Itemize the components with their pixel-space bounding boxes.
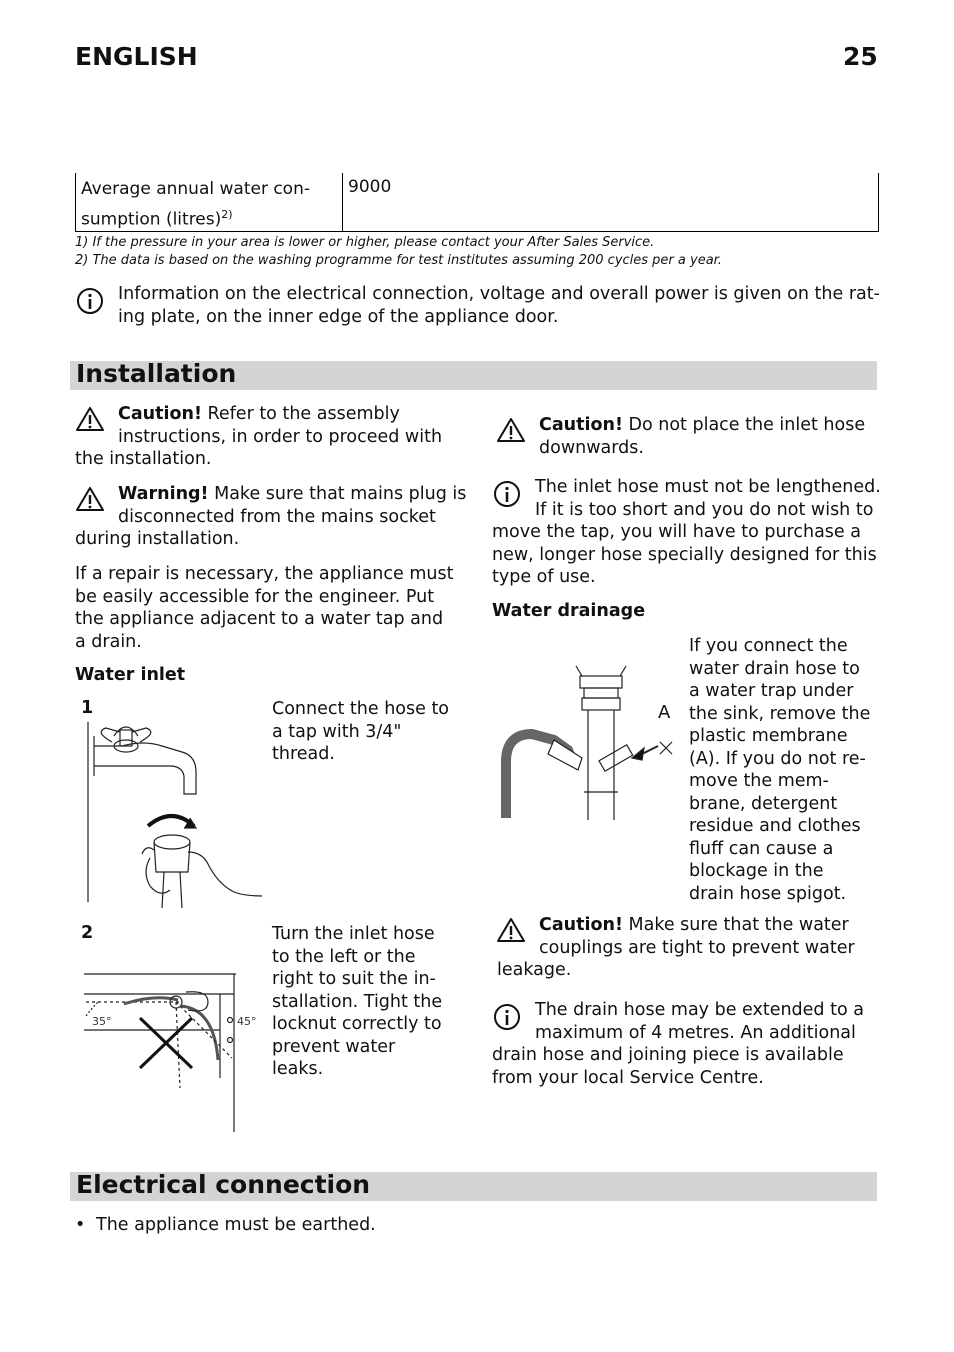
info-hose-line: If it is too short and you do not wish to [535,499,874,520]
info-hose-text [535,476,881,521]
caution-text: Refer to the assembly [201,404,400,424]
info-hose-line: type of use. [492,567,596,587]
step-1-line: thread. [272,744,335,764]
tap-connection-illustration [84,722,264,908]
warning-text: disconnected from the mains socket [118,506,436,527]
warning-mains [118,483,466,528]
spec-label-line1: Average annual water con- [81,179,310,199]
repair-paragraph [75,563,453,653]
installation-title: Installation [76,359,237,388]
spec-footnote-ref: 2) [221,208,233,221]
drainage-line: a water trap under [689,681,854,701]
installation-heading [70,361,877,390]
language-heading: ENGLISH [75,42,198,71]
caution-text: Do not place the inlet hose [622,415,866,435]
warning-text: Make sure that mains plug is [208,484,467,504]
spec-label-line2: sumption (litres) [81,209,222,230]
caution-text: couplings are tight to prevent water [539,937,855,958]
caution-label: Caution! [118,404,202,424]
info-hose-text-cont [492,521,877,589]
footnote-1: 1) If the pressure in your area is lower or higher, please contact your After Sales Service. [75,235,655,250]
warning-triangle-icon [75,486,105,512]
repair-line: the appliance adjacent to a water tap and [75,609,444,629]
repair-line: be easily accessible for the engineer. Put [75,586,435,607]
caution-label: Caution! [539,915,623,935]
electrical-heading [70,1172,877,1201]
drainage-line: drain hose spigot. [689,883,847,904]
info-drain-text-cont [492,1044,844,1089]
step-2-line: to the left or the [272,946,416,967]
hose-angle-illustration [84,968,264,1134]
drainage-line: blockage in the [689,861,824,881]
step-2-line: leaks. [272,1059,324,1079]
step-2-number: 2 [81,923,94,943]
caution-text: leakage. [497,960,572,980]
angle-left-label: 35° [92,1015,112,1028]
drainage-line: brane, detergent [689,793,838,814]
spec-table [75,173,879,232]
caution-couplings [539,914,855,959]
repair-line: a drain. [75,631,142,652]
step-2-line: prevent water [272,1036,396,1057]
info-icon [76,287,104,315]
drainage-line: If you connect the [689,636,848,656]
info-hose-line: move the tap, you will have to purchase a [492,522,861,542]
water-drainage-heading: Water drainage [492,601,646,621]
step-2-line: locknut correctly to [272,1014,442,1034]
drainage-line: residue and clothes [689,816,861,836]
footnote-2: 2) The data is based on the washing programme for test institutes assuming 200 cycles per a year. [75,253,722,268]
step-2-text [272,923,442,1081]
info-hose-line: new, longer hose specially designed for this [492,544,877,565]
step-1-number: 1 [81,698,94,718]
warning-triangle-icon [496,417,526,443]
drainage-line: the sink, remove the [689,703,871,724]
angle-right-label: 45° [237,1015,257,1028]
info-icon [493,1003,521,1031]
drainage-line: move the mem- [689,771,829,791]
electrical-bullet: • [75,1215,86,1235]
info-hose-line: The inlet hose must not be lengthened. [535,477,881,497]
spec-label-cell [76,173,343,231]
water-inlet-heading: Water inlet [75,665,186,685]
step-1-line: a tap with 3/4" [272,721,402,742]
info-power-text [118,283,880,328]
info-drain-line: The drain hose may be extended to a [535,1000,864,1020]
electrical-title: Electrical connection [76,1170,371,1199]
step-1-line: Connect the hose to [272,699,450,719]
caution-text: downwards. [539,437,644,458]
warning-text: during installation. [75,529,240,549]
page-number: 25 [843,42,878,71]
drainage-line: fluff can cause a [689,838,834,859]
caution-inlet-hose [539,414,865,459]
info-icon [493,480,521,508]
info-drain-line: maximum of 4 metres. An additional [535,1022,856,1043]
step-2-line: right to suit the in- [272,969,436,989]
caution-text: the installation. [75,449,212,469]
step-2-line: stallation. Tight the [272,991,443,1012]
info-drain-line: drain hose and joining piece is available [492,1045,844,1065]
warning-triangle-icon [496,917,526,943]
caution-text: instructions, in order to proceed with [118,426,443,447]
info-drain-line: from your local Service Centre. [492,1067,764,1088]
info-power-line: Information on the electrical connection, voltage and overall power is given on the rat- [118,284,880,304]
step-2-line: Turn the inlet hose [272,924,435,944]
drainage-line: (A). If you do not re- [689,748,866,769]
drainage-line: plastic membrane [689,726,848,746]
caution-text: Make sure that the water [622,915,849,935]
info-power-line: ing plate, on the inner edge of the appliance door. [118,306,559,327]
step-1-text [272,698,449,766]
caution-label: Caution! [539,415,623,435]
warning-label: Warning! [118,484,209,504]
caution-assembly [118,403,442,448]
drain-trap-illustration [498,662,680,824]
spec-value: 9000 [348,177,392,197]
warning-triangle-icon [75,406,105,432]
drainage-line: water drain hose to [689,658,860,679]
repair-line: If a repair is necessary, the appliance must [75,564,454,584]
info-drain-text [535,999,864,1044]
membrane-label-a: A [658,702,671,723]
drainage-text [689,635,870,905]
electrical-item: The appliance must be earthed. [96,1215,376,1235]
